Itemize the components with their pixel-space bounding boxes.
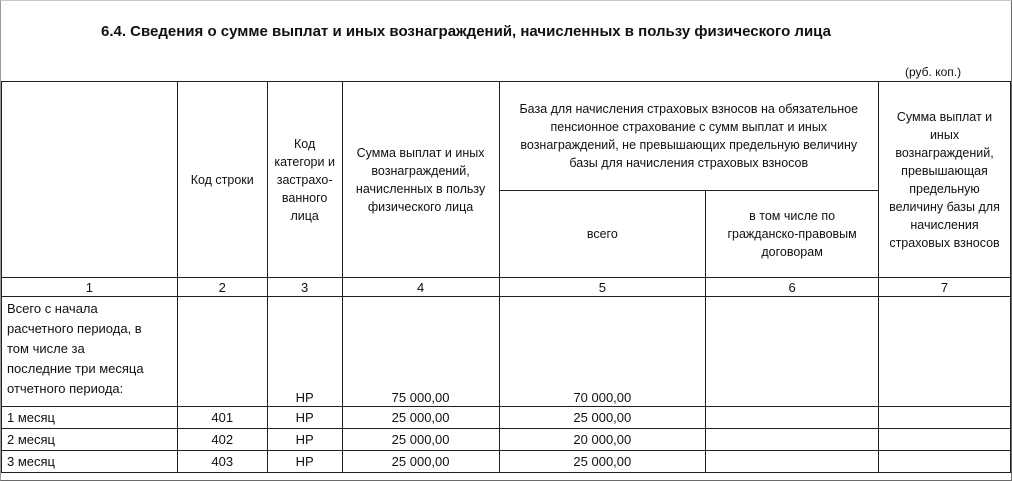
header-base-group: База для начисления страховых взносов на обязательное пенсионное страхование с сумм выплат и иных вознаграждений, не превышающих предельную величину базы для начисления страховых взносов <box>499 82 879 191</box>
header-payments-sum: Сумма выплат и иных вознаграждений, начисленных в пользу физического лица <box>342 82 499 278</box>
row-code: 402 <box>177 429 267 451</box>
row-category: НР <box>267 297 342 407</box>
table-row <box>2 429 1011 451</box>
row-code: 403 <box>177 451 267 473</box>
header-empty-cell <box>2 82 178 278</box>
row-payments: 75 000,00 <box>342 297 499 407</box>
column-number-row <box>2 278 1011 297</box>
row-excess <box>879 429 1011 451</box>
row-label: 3 месяц <box>2 451 178 473</box>
row-category: НР <box>267 429 342 451</box>
row-category: НР <box>267 407 342 429</box>
row-code <box>177 297 267 407</box>
row-base-civil <box>706 429 879 451</box>
row-base-total: 25 000,00 <box>499 407 706 429</box>
row-code: 401 <box>177 407 267 429</box>
row-payments: 25 000,00 <box>342 451 499 473</box>
column-number: 3 <box>267 278 342 297</box>
row-label: Всего с начала расчетного периода, в том числе за последние три месяца отчетного периода: <box>2 297 178 407</box>
row-payments: 25 000,00 <box>342 407 499 429</box>
row-excess <box>879 297 1011 407</box>
column-number: 5 <box>499 278 706 297</box>
row-label: 1 месяц <box>2 407 178 429</box>
header-base-civil: в том числе по гражданско-правовым договорам <box>706 191 879 278</box>
table-row <box>2 407 1011 429</box>
column-number: 2 <box>177 278 267 297</box>
header-line-code: Код строки <box>177 82 267 278</box>
row-base-civil <box>706 407 879 429</box>
row-excess <box>879 407 1011 429</box>
column-number: 1 <box>2 278 178 297</box>
row-base-total: 70 000,00 <box>499 297 706 407</box>
row-base-civil <box>706 297 879 407</box>
row-excess <box>879 451 1011 473</box>
column-number: 6 <box>706 278 879 297</box>
units-note: (руб. коп.) <box>905 65 962 79</box>
header-row <box>2 82 1011 191</box>
row-payments: 25 000,00 <box>342 429 499 451</box>
column-number: 4 <box>342 278 499 297</box>
header-excess-sum: Сумма выплат и иных вознаграждений, превышающая предельную величину базы для начисления страховых взносов <box>879 82 1011 278</box>
row-category: НР <box>267 451 342 473</box>
row-base-civil <box>706 451 879 473</box>
payments-table <box>1 81 1011 473</box>
row-base-total: 25 000,00 <box>499 451 706 473</box>
table-row-total <box>2 297 1011 407</box>
table-row <box>2 451 1011 473</box>
section-title: 6.4. Сведения о сумме выплат и иных вознаграждений, начисленных в пользу физического лица <box>101 23 831 40</box>
header-base-total: всего <box>499 191 706 278</box>
row-label: 2 месяц <box>2 429 178 451</box>
header-category-code: Код категори и застрахо-ванного лица <box>267 82 342 278</box>
row-base-total: 20 000,00 <box>499 429 706 451</box>
column-number: 7 <box>879 278 1011 297</box>
